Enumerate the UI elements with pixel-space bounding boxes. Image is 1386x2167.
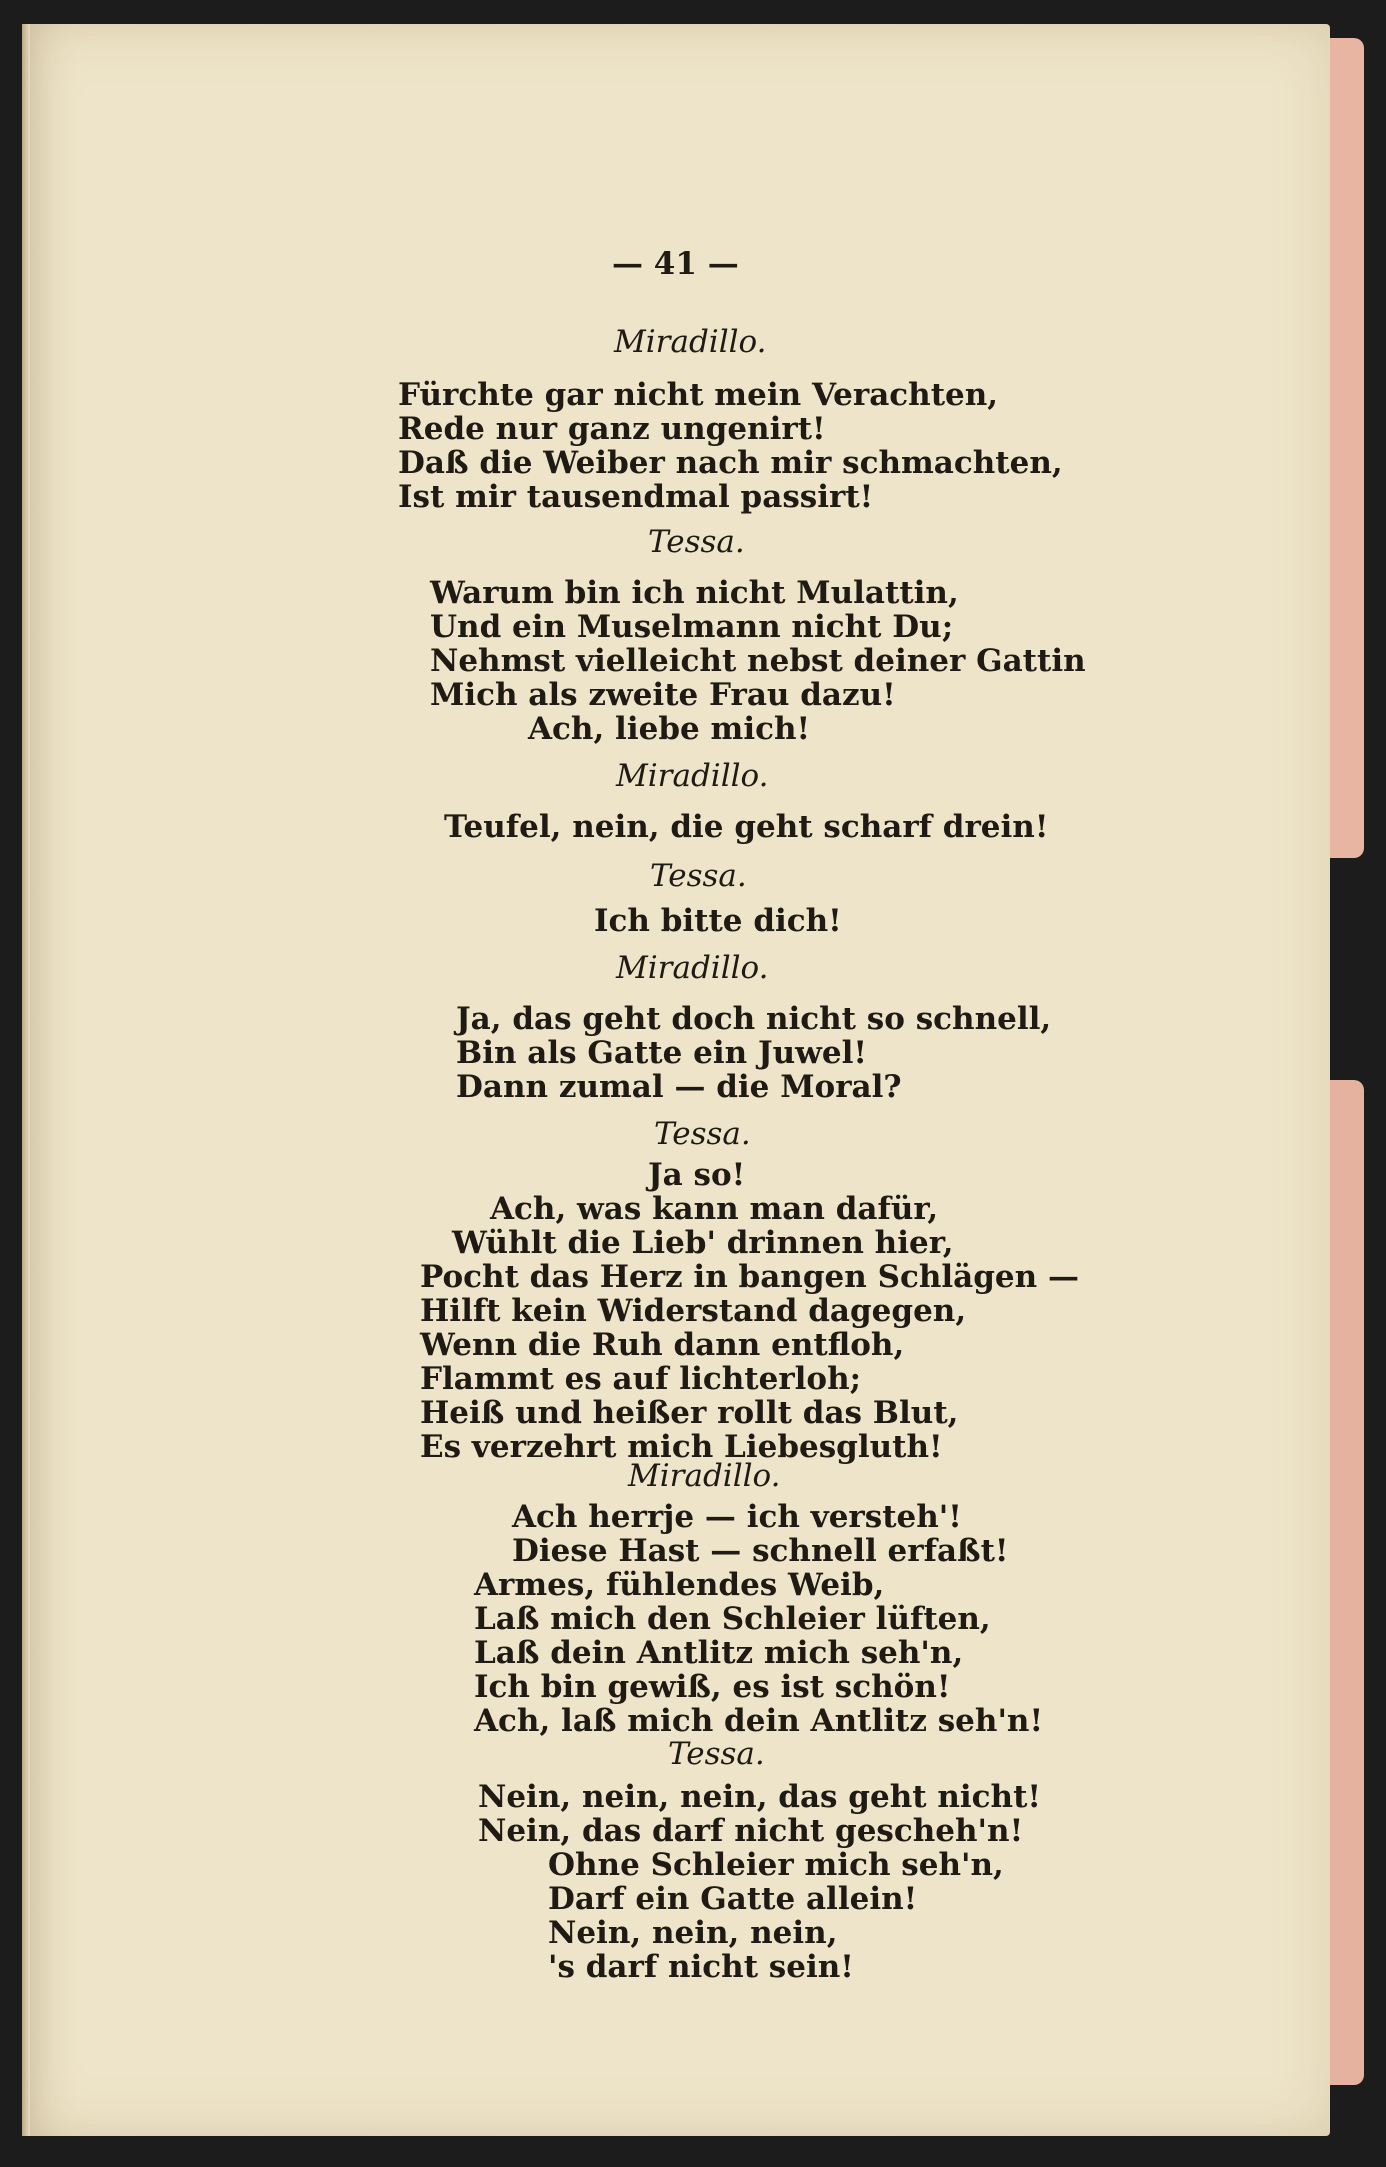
verse-line: Ohne Schleier mich seh'n, (548, 1847, 1004, 1883)
verse-line: Ach, laß mich dein Antlitz seh'n! (474, 1703, 1044, 1739)
speaker-heading: Tessa. (648, 524, 745, 560)
verse-line: Rede nur ganz ungenirt! (398, 411, 826, 447)
verse-line: Laß mich den Schleier lüften, (474, 1601, 991, 1637)
page-number: — 41 — (612, 246, 739, 282)
speaker-heading: Miradillo. (616, 758, 769, 794)
speaker-heading: Miradillo. (614, 324, 767, 360)
verse-line: Flammt es auf lichterloh; (420, 1361, 862, 1397)
verse-line: Ist mir tausendmal passirt! (398, 479, 874, 515)
verse-line: Und ein Muselmann nicht Du; (430, 609, 954, 645)
verse-line: Ach herrje — ich versteh'! (512, 1499, 962, 1535)
verse-line: Laß dein Antlitz mich seh'n, (474, 1635, 964, 1671)
speaker-heading: Miradillo. (628, 1458, 781, 1494)
verse-line: Ich bitte dich! (594, 903, 842, 939)
speaker-heading: Tessa. (654, 1116, 751, 1152)
verse-line: 's darf nicht sein! (548, 1949, 854, 1985)
verse-line: Bin als Gatte ein Juwel! (456, 1035, 867, 1071)
verse-line: Wenn die Ruh dann entfloh, (420, 1327, 905, 1363)
verse-line: Diese Hast — schnell erfaßt! (512, 1533, 1009, 1569)
verse-line: Es verzehrt mich Liebesgluth! (420, 1429, 943, 1465)
speaker-heading: Tessa. (668, 1736, 765, 1772)
verse-line: Warum bin ich nicht Mulattin, (430, 575, 959, 611)
verse-line: Dann zumal — die Moral? (456, 1069, 902, 1105)
verse-line: Ja, das geht doch nicht so schnell, (456, 1001, 1052, 1037)
page-text (22, 24, 1330, 2136)
verse-line: Pocht das Herz in bangen Schlägen — (420, 1259, 1079, 1295)
verse-line: Ich bin gewiß, es ist schön! (474, 1669, 951, 1705)
verse-line: Ach, liebe mich! (528, 711, 811, 747)
verse-line: Darf ein Gatte allein! (548, 1881, 918, 1917)
verse-line: Mich als zweite Frau dazu! (430, 677, 896, 713)
verse-line: Ja so! (648, 1157, 746, 1193)
verse-line: Nein, nein, nein, (548, 1915, 838, 1951)
verse-line: Armes, fühlendes Weib, (474, 1567, 885, 1603)
speaker-heading: Tessa. (650, 858, 747, 894)
verse-line: Nehmst vielleicht nebst deiner Gattin (430, 643, 1086, 679)
verse-line: Daß die Weiber nach mir schmachten, (398, 445, 1063, 481)
verse-line: Ach, was kann man dafür, (490, 1191, 939, 1227)
verse-line: Hilft kein Widerstand dagegen, (420, 1293, 967, 1329)
book-page (22, 24, 1330, 2136)
verse-line: Teufel, nein, die geht scharf drein! (444, 809, 1049, 845)
verse-line: Nein, das darf nicht gescheh'n! (478, 1813, 1024, 1849)
verse-line: Wühlt die Lieb' drinnen hier, (452, 1225, 954, 1261)
speaker-heading: Miradillo. (616, 950, 769, 986)
verse-line: Heiß und heißer rollt das Blut, (420, 1395, 959, 1431)
verse-line: Nein, nein, nein, das geht nicht! (478, 1779, 1041, 1815)
verse-line: Fürchte gar nicht mein Verachten, (398, 377, 999, 413)
